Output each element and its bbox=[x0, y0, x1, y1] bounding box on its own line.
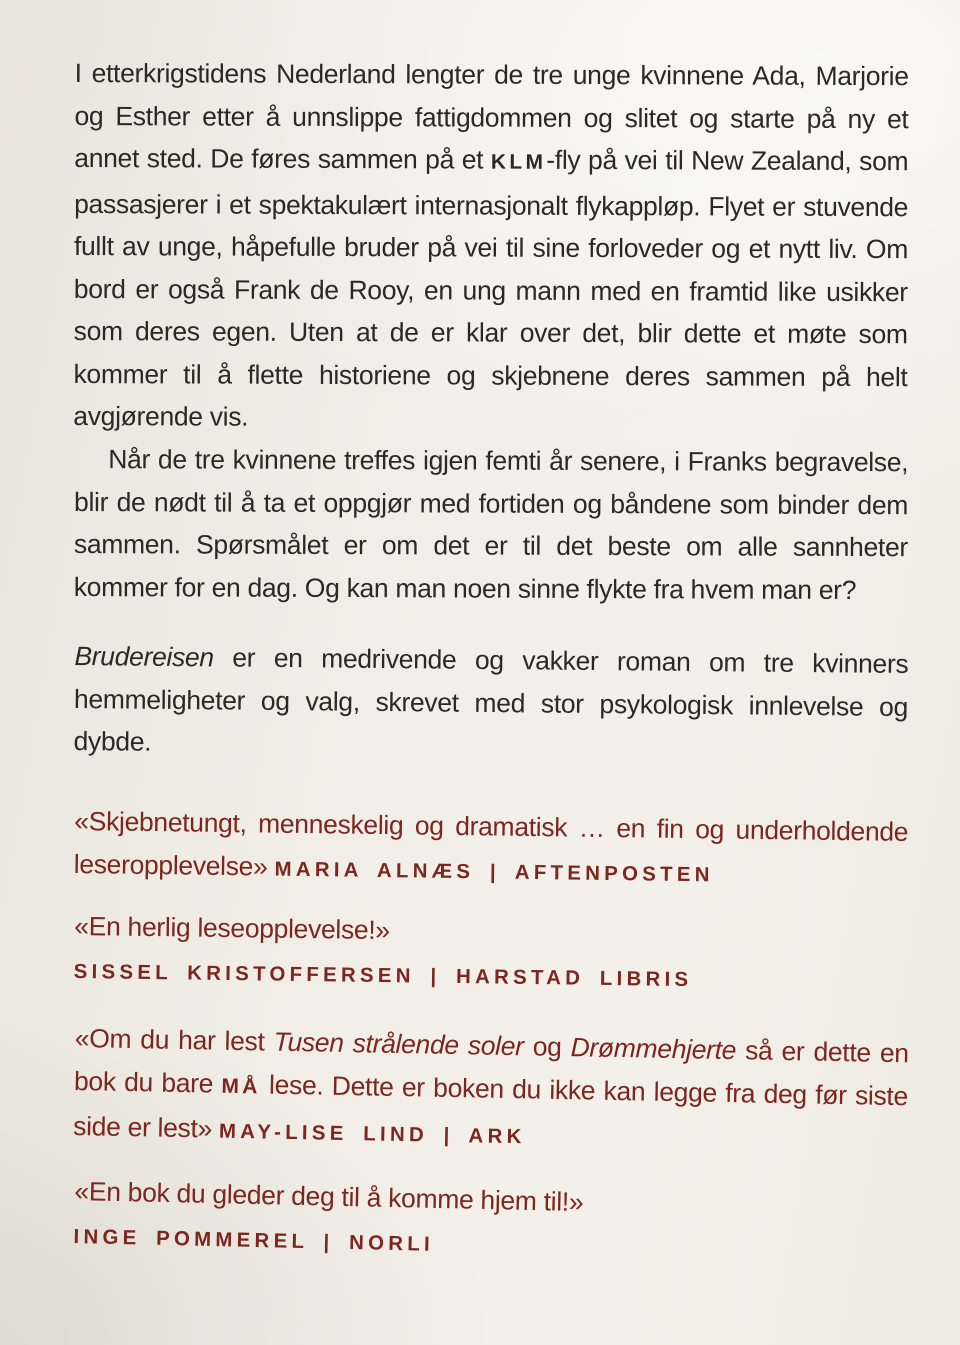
text-segment: «Skjebnetungt, menneskelig og dramatisk … en fin og underholdende leseropplevelse» bbox=[73, 806, 909, 882]
reviewer-attribution: MAY-LISE LIND | ARK bbox=[218, 1120, 526, 1149]
review-quote-4 bbox=[73, 1170, 909, 1276]
text-segment: -fly på vei til New Zealand, som passasjerer i et spektakulært internasjonalt flykappløp. Flyet er stuvende fullt av unge, håpefulle bruder på vei til sine forloveder og et nytt liv. Om bord er også Frank de Rooy, en ung mann med en framtid like usikker som deres egen. Uten at de er klar over det, blir dette et møte som kommer til å flette historiene og skjebnene deres sammen på helt avgjørende vis. bbox=[73, 144, 909, 432]
reviewer-attribution: INGE POMMEREL | NORLI bbox=[73, 1224, 435, 1255]
review-quote-3 bbox=[73, 1017, 909, 1166]
synopsis-paragraph-2 bbox=[74, 438, 909, 611]
synopsis-section bbox=[74, 52, 908, 762]
text-segment: MÅ bbox=[221, 1074, 261, 1098]
synopsis-paragraph-1 bbox=[73, 52, 908, 441]
reviews-section bbox=[74, 800, 908, 1258]
text-segment: så er dette en bok du bare bbox=[73, 1035, 909, 1099]
text-segment: KLM bbox=[490, 150, 547, 174]
text-segment: I etterkrigstidens Nederland lengter de tre unge kvinnene Ada, Marjorie og Esther etter å unnslippe fattigdommen og slitet og starte på ny et annet sted. De føres sammen på et bbox=[74, 58, 909, 175]
text-segment: Brudereisen bbox=[74, 640, 214, 672]
text-segment: «En bok du gleder deg til å komme hjem til!» bbox=[74, 1175, 584, 1217]
text-segment: Drømmehjerte bbox=[570, 1032, 737, 1066]
reviewer-attribution: SISSEL KRISTOFFERSEN | HARSTAD LIBRIS bbox=[73, 960, 693, 991]
text-segment: «Om du har lest bbox=[74, 1023, 274, 1057]
text-segment: «En herlig leseopplevelse!» bbox=[74, 911, 391, 946]
review-quote-2 bbox=[73, 905, 908, 1004]
text-segment: Når de tre kvinnene treffes igjen femti år senere, i Franks begravelse, blir de nødt til å ta et oppgjør med fortiden og båndene som binder dem sammen. Spørsmålet er om det er til det beste om alle sannheter kommer for en dag. Og kan man noen sinne flykte fra hvem man er? bbox=[73, 443, 909, 605]
text-segment: Tusen strålende soler bbox=[273, 1026, 524, 1062]
text-segment: er en medrivende og vakker roman om tre kvinners hemmeligheter og valg, skrevet med stor psykologisk innlevelse og dybde. bbox=[73, 641, 909, 757]
review-quote-1 bbox=[73, 800, 908, 899]
text-segment: og bbox=[523, 1031, 571, 1063]
synopsis-paragraph-3 bbox=[73, 635, 908, 770]
reviewer-attribution: MARIA ALNÆS | AFTENPOSTEN bbox=[274, 858, 714, 886]
text-segment: lese. Dette er boken du ikke kan legge fra deg før siste side er lest» bbox=[72, 1068, 909, 1144]
